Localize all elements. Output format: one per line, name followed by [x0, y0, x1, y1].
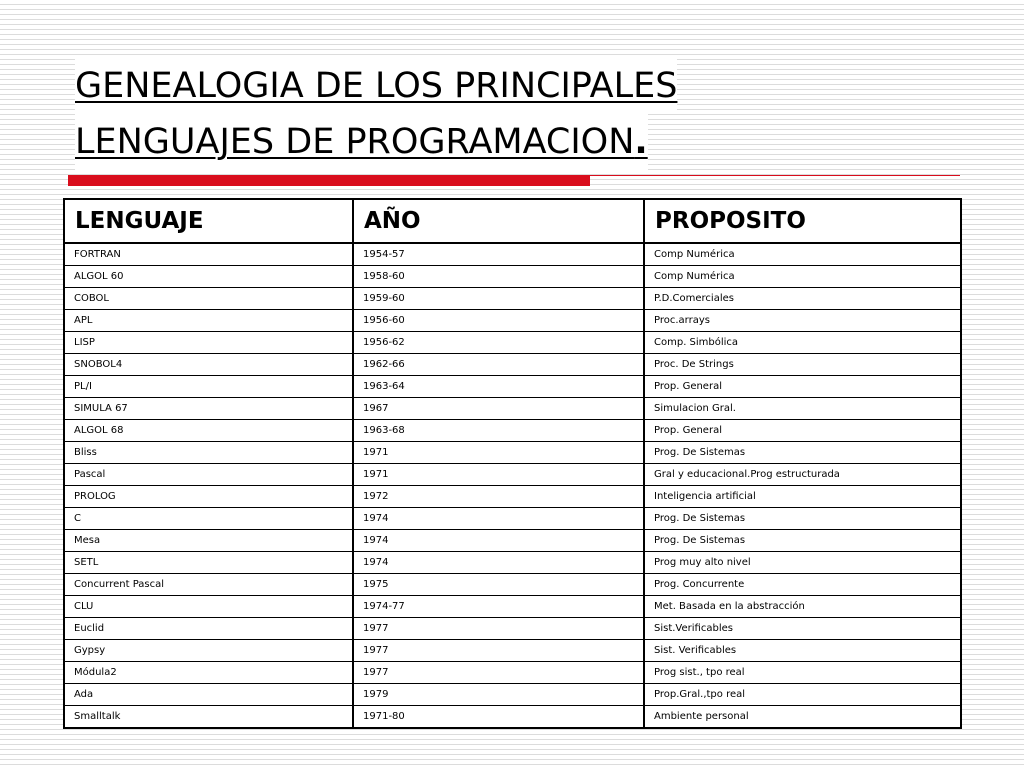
cell-ano: 1974-77 — [353, 596, 644, 618]
title-accent-bar — [68, 175, 590, 186]
table-row — [64, 464, 961, 486]
cell-ano: 1975 — [353, 574, 644, 596]
title-period: . — [634, 122, 648, 162]
cell-lenguaje: SIMULA 67 — [64, 398, 353, 420]
cell-ano: 1963-64 — [353, 376, 644, 398]
table-row — [64, 552, 961, 574]
cell-lenguaje: Gypsy — [64, 640, 353, 662]
cell-ano: 1974 — [353, 508, 644, 530]
slide-title — [75, 58, 955, 170]
header-row — [64, 199, 961, 243]
cell-ano: 1974 — [353, 552, 644, 574]
cell-ano: 1959-60 — [353, 288, 644, 310]
cell-ano: 1971 — [353, 442, 644, 464]
cell-lenguaje: Pascal — [64, 464, 353, 486]
table-row — [64, 288, 961, 310]
cell-lenguaje: Bliss — [64, 442, 353, 464]
cell-proposito: Inteligencia artificial — [644, 486, 961, 508]
table-row — [64, 376, 961, 398]
cell-proposito: Prog muy alto nivel — [644, 552, 961, 574]
cell-proposito: Prog sist., tpo real — [644, 662, 961, 684]
cell-lenguaje: FORTRAN — [64, 243, 353, 266]
cell-lenguaje: Mesa — [64, 530, 353, 552]
cell-proposito: Comp. Simbólica — [644, 332, 961, 354]
table-row — [64, 398, 961, 420]
table-row — [64, 310, 961, 332]
table-row — [64, 266, 961, 288]
cell-lenguaje: PROLOG — [64, 486, 353, 508]
cell-proposito: Met. Basada en la abstracción — [644, 596, 961, 618]
cell-lenguaje: LISP — [64, 332, 353, 354]
cell-proposito: Ambiente personal — [644, 706, 961, 729]
cell-proposito: Prop.Gral.,tpo real — [644, 684, 961, 706]
cell-ano: 1974 — [353, 530, 644, 552]
cell-ano: 1956-62 — [353, 332, 644, 354]
cell-proposito: Prop. General — [644, 376, 961, 398]
cell-lenguaje: Euclid — [64, 618, 353, 640]
cell-ano: 1963-68 — [353, 420, 644, 442]
table-row — [64, 442, 961, 464]
cell-lenguaje: Ada — [64, 684, 353, 706]
cell-proposito: Gral y educacional.Prog estructurada — [644, 464, 961, 486]
cell-ano: 1967 — [353, 398, 644, 420]
cell-proposito: P.D.Comerciales — [644, 288, 961, 310]
cell-ano: 1977 — [353, 662, 644, 684]
cell-ano: 1979 — [353, 684, 644, 706]
table-row — [64, 530, 961, 552]
header-ano: AÑO — [353, 199, 644, 243]
table-row — [64, 684, 961, 706]
cell-proposito: Comp Numérica — [644, 243, 961, 266]
cell-lenguaje: PL/I — [64, 376, 353, 398]
table-body — [64, 243, 961, 728]
cell-proposito: Prog. Concurrente — [644, 574, 961, 596]
cell-lenguaje: Smalltalk — [64, 706, 353, 729]
table-row — [64, 332, 961, 354]
cell-lenguaje: CLU — [64, 596, 353, 618]
languages-table — [63, 198, 962, 729]
cell-ano: 1958-60 — [353, 266, 644, 288]
table-row — [64, 243, 961, 266]
title-line-2-text: LENGUAJES DE PROGRAMACION — [75, 122, 635, 162]
cell-proposito: Sist.Verificables — [644, 618, 961, 640]
cell-lenguaje: COBOL — [64, 288, 353, 310]
cell-proposito: Comp Numérica — [644, 266, 961, 288]
cell-ano: 1971 — [353, 464, 644, 486]
cell-lenguaje: SNOBOL4 — [64, 354, 353, 376]
cell-ano: 1977 — [353, 640, 644, 662]
table-row — [64, 662, 961, 684]
cell-ano: 1956-60 — [353, 310, 644, 332]
cell-proposito: Prog. De Sistemas — [644, 508, 961, 530]
cell-ano: 1971-80 — [353, 706, 644, 729]
cell-proposito: Prog. De Sistemas — [644, 442, 961, 464]
cell-ano: 1972 — [353, 486, 644, 508]
table-row — [64, 706, 961, 729]
table-row — [64, 618, 961, 640]
table-row — [64, 420, 961, 442]
cell-proposito: Proc.arrays — [644, 310, 961, 332]
cell-ano: 1977 — [353, 618, 644, 640]
title-accent-line — [590, 175, 960, 176]
cell-lenguaje: SETL — [64, 552, 353, 574]
cell-lenguaje: ALGOL 68 — [64, 420, 353, 442]
cell-lenguaje: ALGOL 60 — [64, 266, 353, 288]
cell-proposito: Proc. De Strings — [644, 354, 961, 376]
table-row — [64, 354, 961, 376]
table-row — [64, 508, 961, 530]
table-row — [64, 596, 961, 618]
table-row — [64, 574, 961, 596]
cell-lenguaje: Módula2 — [64, 662, 353, 684]
table-row — [64, 486, 961, 508]
table-row — [64, 640, 961, 662]
cell-ano: 1962-66 — [353, 354, 644, 376]
cell-lenguaje: Concurrent Pascal — [64, 574, 353, 596]
cell-lenguaje: C — [64, 508, 353, 530]
title-line-2 — [75, 114, 648, 170]
cell-ano: 1954-57 — [353, 243, 644, 266]
title-line-1: GENEALOGIA DE LOS PRINCIPALES — [75, 58, 677, 114]
header-lenguaje: LENGUAJE — [64, 199, 353, 243]
cell-proposito: Prop. General — [644, 420, 961, 442]
cell-lenguaje: APL — [64, 310, 353, 332]
cell-proposito: Simulacion Gral. — [644, 398, 961, 420]
cell-proposito: Sist. Verificables — [644, 640, 961, 662]
table-header — [64, 199, 961, 243]
header-proposito: PROPOSITO — [644, 199, 961, 243]
cell-proposito: Prog. De Sistemas — [644, 530, 961, 552]
